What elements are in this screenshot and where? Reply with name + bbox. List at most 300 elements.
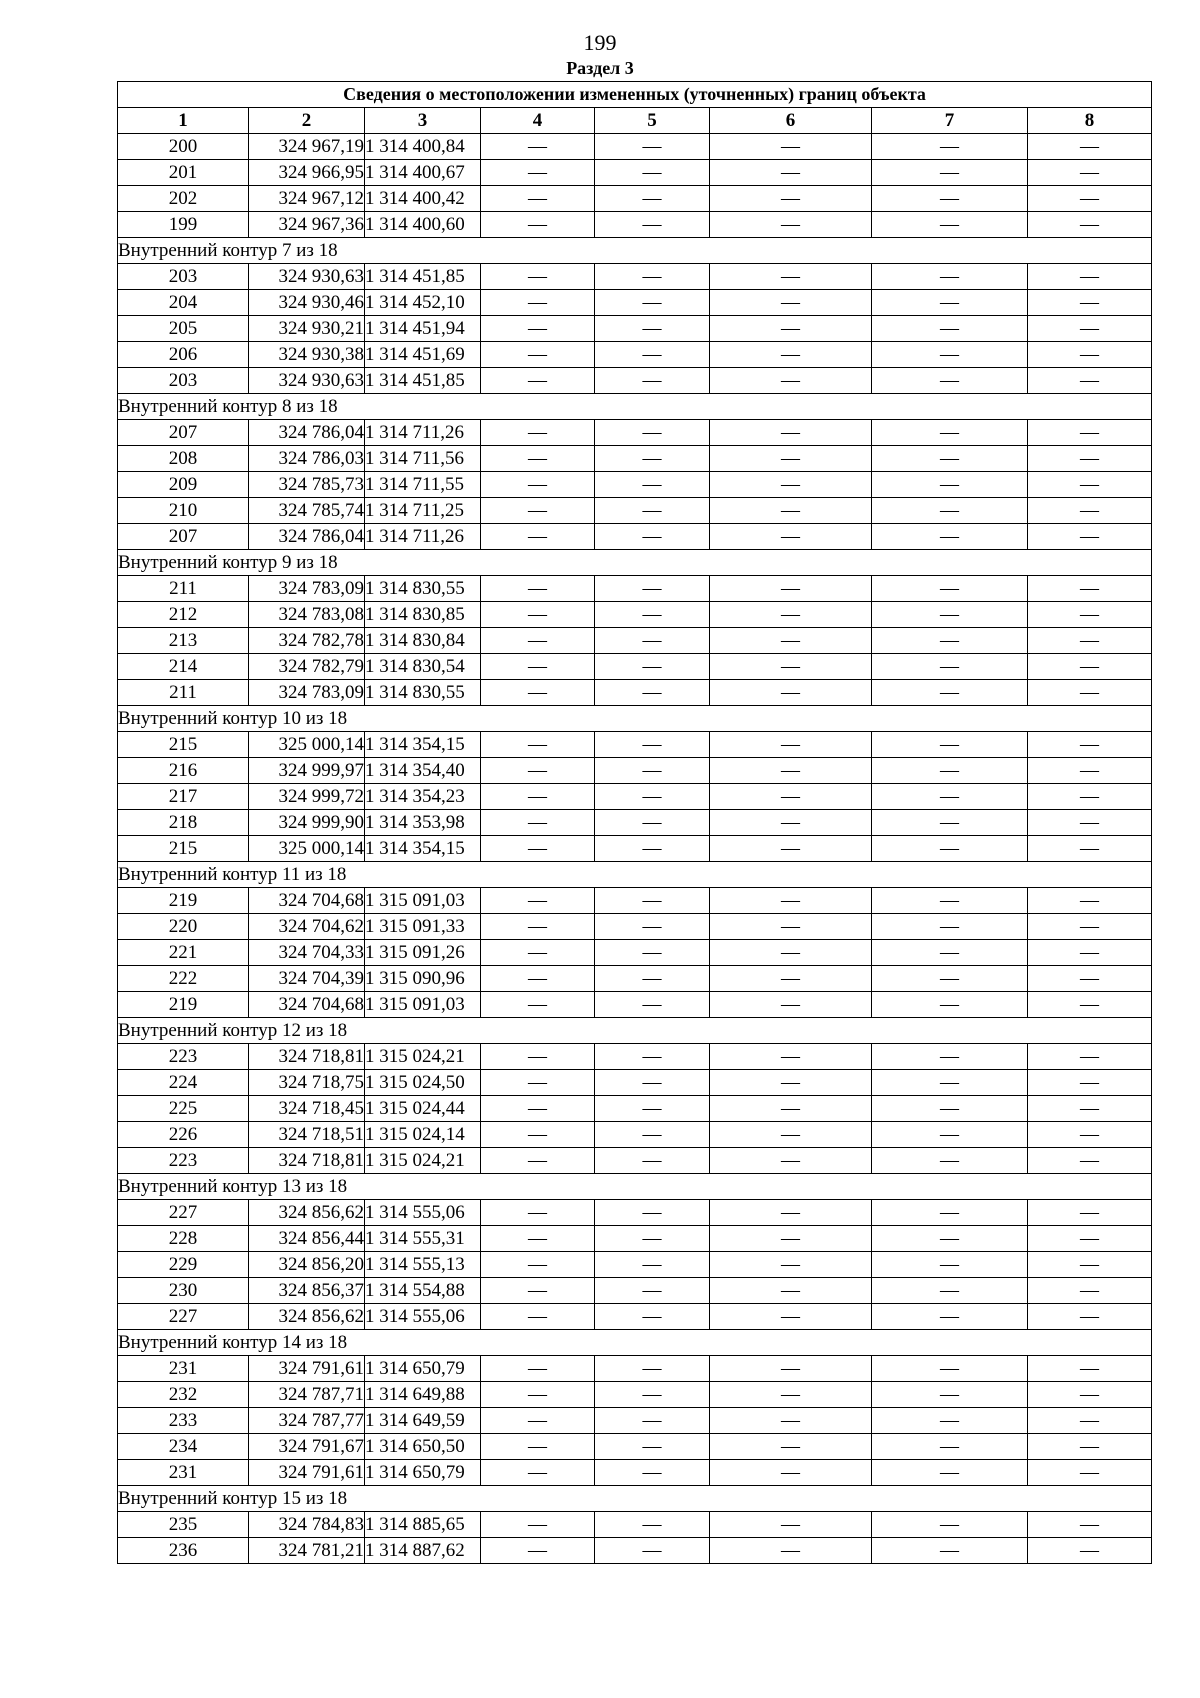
empty-cell: — <box>872 420 1028 446</box>
empty-cell: — <box>1028 160 1152 186</box>
empty-cell: — <box>710 368 872 394</box>
column-header: 8 <box>1028 108 1152 134</box>
table-row <box>118 680 1152 706</box>
empty-cell: — <box>595 966 710 992</box>
empty-cell: — <box>481 368 595 394</box>
empty-cell: — <box>710 316 872 342</box>
contour-label: Внутренний контур 13 из 18 <box>118 1174 1152 1200</box>
empty-cell: — <box>1028 1538 1152 1564</box>
empty-cell: — <box>1028 602 1152 628</box>
y-coordinate-cell: 1 315 024,21 <box>365 1148 481 1174</box>
x-coordinate-cell: 324 784,83 <box>249 1512 365 1538</box>
table-row <box>118 940 1152 966</box>
empty-cell: — <box>872 1408 1028 1434</box>
column-header: 4 <box>481 108 595 134</box>
x-coordinate-cell: 324 999,97 <box>249 758 365 784</box>
table-row <box>118 342 1152 368</box>
empty-cell: — <box>481 264 595 290</box>
table-row <box>118 1278 1152 1304</box>
empty-cell: — <box>595 1070 710 1096</box>
table-row <box>118 1356 1152 1382</box>
x-coordinate-cell: 324 791,67 <box>249 1434 365 1460</box>
empty-cell: — <box>710 1460 872 1486</box>
point-number-cell: 215 <box>118 732 249 758</box>
x-coordinate-cell: 324 856,37 <box>249 1278 365 1304</box>
empty-cell: — <box>481 888 595 914</box>
x-coordinate-cell: 324 704,33 <box>249 940 365 966</box>
empty-cell: — <box>1028 446 1152 472</box>
empty-cell: — <box>481 342 595 368</box>
y-coordinate-cell: 1 314 451,85 <box>365 264 481 290</box>
table-row <box>118 914 1152 940</box>
y-coordinate-cell: 1 314 649,59 <box>365 1408 481 1434</box>
empty-cell: — <box>595 472 710 498</box>
empty-cell: — <box>710 264 872 290</box>
empty-cell: — <box>481 914 595 940</box>
empty-cell: — <box>481 1408 595 1434</box>
empty-cell: — <box>595 992 710 1018</box>
empty-cell: — <box>710 680 872 706</box>
x-coordinate-cell: 324 967,12 <box>249 186 365 212</box>
empty-cell: — <box>1028 1070 1152 1096</box>
empty-cell: — <box>595 654 710 680</box>
empty-cell: — <box>872 758 1028 784</box>
empty-cell: — <box>595 342 710 368</box>
empty-cell: — <box>481 420 595 446</box>
empty-cell: — <box>595 628 710 654</box>
empty-cell: — <box>872 524 1028 550</box>
empty-cell: — <box>481 1226 595 1252</box>
x-coordinate-cell: 324 718,81 <box>249 1044 365 1070</box>
table-row <box>118 368 1152 394</box>
empty-cell: — <box>1028 654 1152 680</box>
table-row <box>118 732 1152 758</box>
contour-label: Внутренний контур 9 из 18 <box>118 550 1152 576</box>
empty-cell: — <box>872 1226 1028 1252</box>
point-number-cell: 203 <box>118 264 249 290</box>
x-coordinate-cell: 324 704,68 <box>249 888 365 914</box>
empty-cell: — <box>872 1382 1028 1408</box>
column-header: 2 <box>249 108 365 134</box>
empty-cell: — <box>710 758 872 784</box>
empty-cell: — <box>1028 732 1152 758</box>
empty-cell: — <box>710 134 872 160</box>
contour-label: Внутренний контур 8 из 18 <box>118 394 1152 420</box>
x-coordinate-cell: 324 856,62 <box>249 1200 365 1226</box>
contour-row <box>118 238 1152 264</box>
empty-cell: — <box>481 836 595 862</box>
empty-cell: — <box>872 212 1028 238</box>
x-coordinate-cell: 324 782,79 <box>249 654 365 680</box>
empty-cell: — <box>872 342 1028 368</box>
empty-cell: — <box>481 966 595 992</box>
point-number-cell: 214 <box>118 654 249 680</box>
empty-cell: — <box>595 1356 710 1382</box>
empty-cell: — <box>595 758 710 784</box>
empty-cell: — <box>872 1304 1028 1330</box>
empty-cell: — <box>710 186 872 212</box>
point-number-cell: 229 <box>118 1252 249 1278</box>
table-title: Сведения о местоположении измененных (уточненных) границ объекта <box>118 82 1152 108</box>
x-coordinate-cell: 324 930,46 <box>249 290 365 316</box>
point-number-cell: 207 <box>118 524 249 550</box>
empty-cell: — <box>710 1278 872 1304</box>
point-number-cell: 218 <box>118 810 249 836</box>
empty-cell: — <box>710 498 872 524</box>
empty-cell: — <box>1028 186 1152 212</box>
y-coordinate-cell: 1 315 024,21 <box>365 1044 481 1070</box>
empty-cell: — <box>710 784 872 810</box>
empty-cell: — <box>595 1148 710 1174</box>
empty-cell: — <box>710 1252 872 1278</box>
empty-cell: — <box>872 1252 1028 1278</box>
empty-cell: — <box>710 1512 872 1538</box>
empty-cell: — <box>872 602 1028 628</box>
empty-cell: — <box>872 888 1028 914</box>
column-header-row <box>118 108 1152 134</box>
empty-cell: — <box>1028 836 1152 862</box>
table-row <box>118 1382 1152 1408</box>
x-coordinate-cell: 324 856,62 <box>249 1304 365 1330</box>
point-number-cell: 227 <box>118 1304 249 1330</box>
empty-cell: — <box>710 342 872 368</box>
point-number-cell: 228 <box>118 1226 249 1252</box>
x-coordinate-cell: 324 791,61 <box>249 1460 365 1486</box>
empty-cell: — <box>1028 888 1152 914</box>
point-number-cell: 209 <box>118 472 249 498</box>
y-coordinate-cell: 1 314 400,42 <box>365 186 481 212</box>
y-coordinate-cell: 1 314 711,26 <box>365 420 481 446</box>
empty-cell: — <box>1028 914 1152 940</box>
x-coordinate-cell: 324 966,95 <box>249 160 365 186</box>
empty-cell: — <box>710 940 872 966</box>
empty-cell: — <box>1028 966 1152 992</box>
empty-cell: — <box>872 264 1028 290</box>
table-row <box>118 1434 1152 1460</box>
empty-cell: — <box>1028 1356 1152 1382</box>
empty-cell: — <box>595 1200 710 1226</box>
empty-cell: — <box>1028 420 1152 446</box>
contour-label: Внутренний контур 14 из 18 <box>118 1330 1152 1356</box>
empty-cell: — <box>710 576 872 602</box>
empty-cell: — <box>595 368 710 394</box>
empty-cell: — <box>481 472 595 498</box>
y-coordinate-cell: 1 314 555,13 <box>365 1252 481 1278</box>
empty-cell: — <box>481 1512 595 1538</box>
empty-cell: — <box>710 160 872 186</box>
empty-cell: — <box>481 316 595 342</box>
empty-cell: — <box>710 472 872 498</box>
x-coordinate-cell: 324 856,44 <box>249 1226 365 1252</box>
point-number-cell: 233 <box>118 1408 249 1434</box>
point-number-cell: 208 <box>118 446 249 472</box>
empty-cell: — <box>1028 1382 1152 1408</box>
y-coordinate-cell: 1 315 091,03 <box>365 992 481 1018</box>
empty-cell: — <box>710 446 872 472</box>
point-number-cell: 199 <box>118 212 249 238</box>
empty-cell: — <box>710 966 872 992</box>
empty-cell: — <box>872 1096 1028 1122</box>
point-number-cell: 210 <box>118 498 249 524</box>
empty-cell: — <box>710 810 872 836</box>
empty-cell: — <box>1028 784 1152 810</box>
empty-cell: — <box>595 1304 710 1330</box>
point-number-cell: 200 <box>118 134 249 160</box>
empty-cell: — <box>481 1278 595 1304</box>
empty-cell: — <box>872 940 1028 966</box>
empty-cell: — <box>1028 680 1152 706</box>
empty-cell: — <box>595 1122 710 1148</box>
y-coordinate-cell: 1 314 354,23 <box>365 784 481 810</box>
table-row <box>118 1252 1152 1278</box>
empty-cell: — <box>481 446 595 472</box>
empty-cell: — <box>872 654 1028 680</box>
empty-cell: — <box>1028 290 1152 316</box>
empty-cell: — <box>481 810 595 836</box>
point-number-cell: 211 <box>118 680 249 706</box>
empty-cell: — <box>1028 810 1152 836</box>
x-coordinate-cell: 324 704,39 <box>249 966 365 992</box>
column-header: 6 <box>710 108 872 134</box>
empty-cell: — <box>872 992 1028 1018</box>
empty-cell: — <box>872 1278 1028 1304</box>
empty-cell: — <box>710 1148 872 1174</box>
point-number-cell: 232 <box>118 1382 249 1408</box>
empty-cell: — <box>595 1382 710 1408</box>
y-coordinate-cell: 1 314 451,85 <box>365 368 481 394</box>
x-coordinate-cell: 324 930,38 <box>249 342 365 368</box>
x-coordinate-cell: 324 787,77 <box>249 1408 365 1434</box>
empty-cell: — <box>595 290 710 316</box>
table-row <box>118 316 1152 342</box>
y-coordinate-cell: 1 315 024,50 <box>365 1070 481 1096</box>
y-coordinate-cell: 1 314 353,98 <box>365 810 481 836</box>
empty-cell: — <box>710 628 872 654</box>
point-number-cell: 235 <box>118 1512 249 1538</box>
point-number-cell: 217 <box>118 784 249 810</box>
empty-cell: — <box>872 498 1028 524</box>
table-row <box>118 212 1152 238</box>
empty-cell: — <box>595 784 710 810</box>
empty-cell: — <box>481 1252 595 1278</box>
table-row <box>118 576 1152 602</box>
empty-cell: — <box>481 602 595 628</box>
point-number-cell: 221 <box>118 940 249 966</box>
table-row <box>118 186 1152 212</box>
table-row <box>118 472 1152 498</box>
page-number: 199 <box>583 30 617 55</box>
empty-cell: — <box>481 654 595 680</box>
empty-cell: — <box>595 602 710 628</box>
y-coordinate-cell: 1 315 091,26 <box>365 940 481 966</box>
point-number-cell: 231 <box>118 1460 249 1486</box>
empty-cell: — <box>872 186 1028 212</box>
y-coordinate-cell: 1 315 091,33 <box>365 914 481 940</box>
point-number-cell: 206 <box>118 342 249 368</box>
y-coordinate-cell: 1 314 830,54 <box>365 654 481 680</box>
empty-cell: — <box>872 1044 1028 1070</box>
empty-cell: — <box>595 680 710 706</box>
y-coordinate-cell: 1 314 400,67 <box>365 160 481 186</box>
table-body <box>118 134 1152 1564</box>
empty-cell: — <box>481 1096 595 1122</box>
point-number-cell: 223 <box>118 1148 249 1174</box>
empty-cell: — <box>872 290 1028 316</box>
y-coordinate-cell: 1 314 711,25 <box>365 498 481 524</box>
x-coordinate-cell: 325 000,14 <box>249 836 365 862</box>
y-coordinate-cell: 1 314 354,15 <box>365 732 481 758</box>
empty-cell: — <box>1028 628 1152 654</box>
y-coordinate-cell: 1 314 650,79 <box>365 1460 481 1486</box>
y-coordinate-cell: 1 314 649,88 <box>365 1382 481 1408</box>
point-number-cell: 236 <box>118 1538 249 1564</box>
empty-cell: — <box>872 966 1028 992</box>
empty-cell: — <box>595 134 710 160</box>
contour-row <box>118 1174 1152 1200</box>
table-row <box>118 1148 1152 1174</box>
empty-cell: — <box>872 1122 1028 1148</box>
empty-cell: — <box>595 186 710 212</box>
y-coordinate-cell: 1 314 400,84 <box>365 134 481 160</box>
empty-cell: — <box>481 940 595 966</box>
x-coordinate-cell: 324 930,21 <box>249 316 365 342</box>
empty-cell: — <box>872 316 1028 342</box>
x-coordinate-cell: 324 930,63 <box>249 368 365 394</box>
x-coordinate-cell: 324 930,63 <box>249 264 365 290</box>
contour-row <box>118 1018 1152 1044</box>
table-row <box>118 784 1152 810</box>
empty-cell: — <box>1028 1408 1152 1434</box>
x-coordinate-cell: 324 704,62 <box>249 914 365 940</box>
y-coordinate-cell: 1 314 711,56 <box>365 446 481 472</box>
empty-cell: — <box>1028 1460 1152 1486</box>
empty-cell: — <box>872 472 1028 498</box>
empty-cell: — <box>595 316 710 342</box>
x-coordinate-cell: 324 783,09 <box>249 680 365 706</box>
empty-cell: — <box>1028 1200 1152 1226</box>
table-row <box>118 888 1152 914</box>
y-coordinate-cell: 1 314 885,65 <box>365 1512 481 1538</box>
empty-cell: — <box>1028 1304 1152 1330</box>
point-number-cell: 224 <box>118 1070 249 1096</box>
empty-cell: — <box>481 1304 595 1330</box>
empty-cell: — <box>481 1460 595 1486</box>
y-coordinate-cell: 1 314 830,85 <box>365 602 481 628</box>
x-coordinate-cell: 324 967,19 <box>249 134 365 160</box>
empty-cell: — <box>872 784 1028 810</box>
column-header: 5 <box>595 108 710 134</box>
table-row <box>118 1408 1152 1434</box>
table-row <box>118 654 1152 680</box>
empty-cell: — <box>595 524 710 550</box>
column-header: 7 <box>872 108 1028 134</box>
empty-cell: — <box>710 914 872 940</box>
empty-cell: — <box>481 1148 595 1174</box>
y-coordinate-cell: 1 315 091,03 <box>365 888 481 914</box>
point-number-cell: 216 <box>118 758 249 784</box>
contour-row <box>118 550 1152 576</box>
empty-cell: — <box>710 1122 872 1148</box>
empty-cell: — <box>872 1356 1028 1382</box>
coordinates-table <box>117 81 1152 1564</box>
x-coordinate-cell: 324 782,78 <box>249 628 365 654</box>
x-coordinate-cell: 324 786,04 <box>249 524 365 550</box>
empty-cell: — <box>1028 576 1152 602</box>
empty-cell: — <box>595 810 710 836</box>
empty-cell: — <box>710 524 872 550</box>
table-row <box>118 1200 1152 1226</box>
empty-cell: — <box>872 1070 1028 1096</box>
empty-cell: — <box>595 1252 710 1278</box>
empty-cell: — <box>1028 212 1152 238</box>
point-number-cell: 211 <box>118 576 249 602</box>
empty-cell: — <box>481 1382 595 1408</box>
empty-cell: — <box>595 940 710 966</box>
empty-cell: — <box>481 212 595 238</box>
y-coordinate-cell: 1 315 024,44 <box>365 1096 481 1122</box>
contour-row <box>118 862 1152 888</box>
empty-cell: — <box>710 732 872 758</box>
point-number-cell: 222 <box>118 966 249 992</box>
empty-cell: — <box>481 784 595 810</box>
table-row <box>118 1122 1152 1148</box>
empty-cell: — <box>595 1460 710 1486</box>
x-coordinate-cell: 324 718,81 <box>249 1148 365 1174</box>
empty-cell: — <box>872 160 1028 186</box>
x-coordinate-cell: 324 785,74 <box>249 498 365 524</box>
point-number-cell: 234 <box>118 1434 249 1460</box>
x-coordinate-cell: 324 791,61 <box>249 1356 365 1382</box>
empty-cell: — <box>595 498 710 524</box>
point-number-cell: 207 <box>118 420 249 446</box>
empty-cell: — <box>710 1200 872 1226</box>
x-coordinate-cell: 325 000,14 <box>249 732 365 758</box>
x-coordinate-cell: 324 786,03 <box>249 446 365 472</box>
table-row <box>118 446 1152 472</box>
empty-cell: — <box>481 758 595 784</box>
empty-cell: — <box>1028 316 1152 342</box>
empty-cell: — <box>481 680 595 706</box>
empty-cell: — <box>872 836 1028 862</box>
y-coordinate-cell: 1 315 024,14 <box>365 1122 481 1148</box>
contour-row <box>118 1330 1152 1356</box>
section-label: Раздел 3 <box>566 58 634 78</box>
empty-cell: — <box>710 992 872 1018</box>
y-coordinate-cell: 1 314 400,60 <box>365 212 481 238</box>
empty-cell: — <box>481 1434 595 1460</box>
empty-cell: — <box>872 914 1028 940</box>
y-coordinate-cell: 1 314 555,06 <box>365 1304 481 1330</box>
empty-cell: — <box>481 992 595 1018</box>
y-coordinate-cell: 1 314 887,62 <box>365 1538 481 1564</box>
empty-cell: — <box>595 732 710 758</box>
point-number-cell: 227 <box>118 1200 249 1226</box>
y-coordinate-cell: 1 314 711,55 <box>365 472 481 498</box>
empty-cell: — <box>872 1200 1028 1226</box>
table-row <box>118 420 1152 446</box>
column-header: 3 <box>365 108 481 134</box>
table-row <box>118 1304 1152 1330</box>
y-coordinate-cell: 1 314 650,79 <box>365 1356 481 1382</box>
point-number-cell: 215 <box>118 836 249 862</box>
empty-cell: — <box>481 498 595 524</box>
contour-label: Внутренний контур 10 из 18 <box>118 706 1152 732</box>
empty-cell: — <box>1028 992 1152 1018</box>
empty-cell: — <box>595 888 710 914</box>
empty-cell: — <box>1028 1512 1152 1538</box>
x-coordinate-cell: 324 999,72 <box>249 784 365 810</box>
table-row <box>118 134 1152 160</box>
